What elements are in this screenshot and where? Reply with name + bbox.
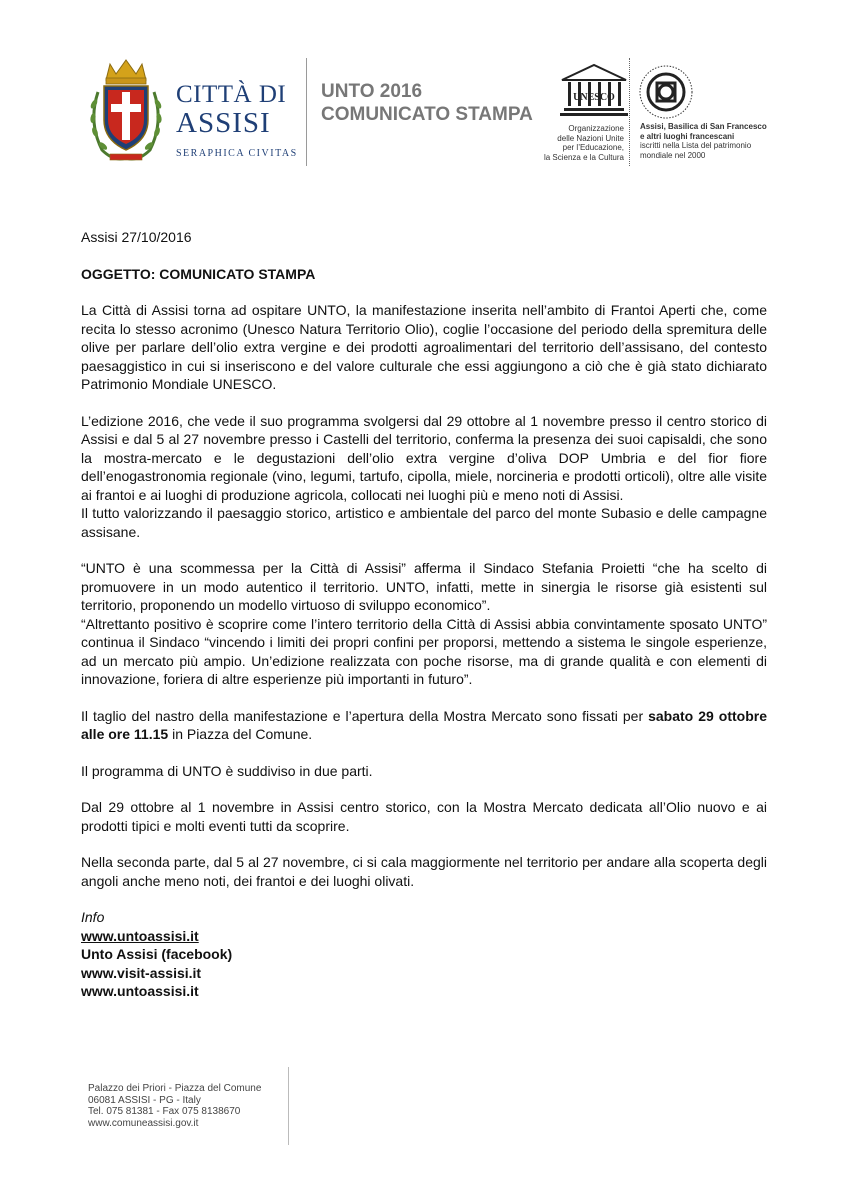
title-line2: COMUNICATO STAMPA [321,104,533,125]
paragraph-landscape: Il tutto valorizzando il paesaggio storico, artistico e ambientale del parco del monte Subasio e delle campagne assisane. [81,505,767,540]
paragraph-mayor-quote-2: “Altrettanto positivo è scoprire come l’intero territorio della Città di Assisi abbia convintamente sposato UNTO” continua il Sindaco “vincendo i limiti dei propri confini per proporsi, mettendo a sistema le singole esperienze, ad un mercato più ampio. Un’edizione realizzata con poche risorse, ma di grande qualità e con elementi di innovazione, foriera di altre esperienze più importanti in futuro”. [81,615,767,687]
footer-divider [288,1067,289,1145]
city-name-line2: ASSISI [176,107,271,139]
unesco-logo-icon [558,62,630,124]
world-heritage-text: Assisi, Basilica di San Francesco e altri luoghi francescani iscritti nella Lista del patrimonio mondiale nel 2000 [640,122,767,160]
paragraph-opening: Il taglio del nastro della manifestazione e l’apertura della Mostra Mercato sono fissati per sabato 29 ottobre alle ore 11.15 in Piazza del Comune. [81,707,767,742]
paragraph-part-two: Nella seconda parte, dal 5 al 27 novembre, ci si cala maggiormente nel territorio per andare alla scoperta degli angoli anche meno noti, dei frantoi e dei luoghi olivati. [81,854,767,889]
paragraph-intro: La Città di Assisi torna ad ospitare UNTO, la manifestazione inserita nell’ambito di Frantoi Aperti che, come recita lo stesso acronimo (Unesco Natura Territorio Olio), coglie l’occasione del periodo della spremitura delle olive per parlare dell’olio extra vergine e dei prodotti agroalimentari del territorio dell’assisano, del contesto paesaggistico in cui si inseriscono e del valore culturale che essi aggiungono a ciò che è già stato dichiarato Patrimonio Mondiale UNESCO. [81,302,767,392]
link-untoassisi-2[interactable]: www.untoassisi.it [81,983,199,999]
paragraph-program: Il programma di UNTO è suddiviso in due parti. [81,762,373,779]
header-divider [306,58,307,166]
paragraph-part-one: Dal 29 ottobre al 1 novembre in Assisi centro storico, con la Mostra Mercato dedicata all’Olio nuovo e ai prodotti tipici e molti eventi tutti da scoprire. [81,799,767,834]
opening-date-time: sabato 29 ottobre alle ore 11.15 [81,707,767,742]
document-subject: OGGETTO: COMUNICATO STAMPA [81,265,316,282]
title-line1: UNTO 2016 [321,81,423,102]
paragraph-mayor-quote-1: “UNTO è una scommessa per la Città di Assisi” afferma il Sindaco Stefania Proietti “che ha scelto di promuovere in un modo autentico il territorio. UNTO, infatti, mette in sinergia le risorse già esistenti sul territorio, proponendo un modello virtuoso di sviluppo economico”. [81,560,767,613]
info-label: Info [81,909,105,925]
link-visit-assisi[interactable]: www.visit-assisi.it [81,964,202,981]
city-name-line1: CITTÀ DI [176,81,287,108]
footer-address: Palazzo dei Priori - Piazza del Comune 06081 ASSISI - PG - Italy Tel. 075 81381 - Fax 075 8138670 www.comuneassisi.gov.it [88,1083,262,1129]
document-title [321,80,533,126]
city-name [176,82,286,139]
link-untoassisi[interactable]: www.untoassisi.it [81,927,199,944]
unesco-organization-text: Organizzazione delle Nazioni Unite per l’Educazione, la Scienza e la Cultura [543,124,624,162]
unesco-divider [629,58,631,166]
document-date: Assisi 27/10/2016 [81,229,192,245]
footer-website[interactable]: www.comuneassisi.gov.it [88,1117,199,1129]
world-heritage-emblem-icon [638,64,694,120]
link-facebook[interactable]: Unto Assisi (facebook) [81,946,233,962]
assisi-crest-icon [84,58,168,168]
unesco-logo-lettering: UNESCO [573,92,615,103]
press-release-body [81,228,767,1001]
paragraph-edition: L’edizione 2016, che vede il suo programma svolgersi dal 29 ottobre al 1 novembre presso il centro storico di Assisi e dal 5 al 27 novembre presso i Castelli del territorio, conferma la presenza dei suoi capisaldi, che sono la mostra-mercato e le degustazioni dell’olio extra vergine d’oliva DOP Umbria e del fior fiore dell’enogastronomia regionale (vino, legumi, tartufo, cipolla, miele, norcineria e prodotti orticoli), oltre alle visite ai frantoi e ai luoghi di produzione agricola, collocati nei luoghi più e meno noti di Assisi. [81,412,767,503]
city-motto: SERAPHICA CIVITAS [176,148,298,159]
